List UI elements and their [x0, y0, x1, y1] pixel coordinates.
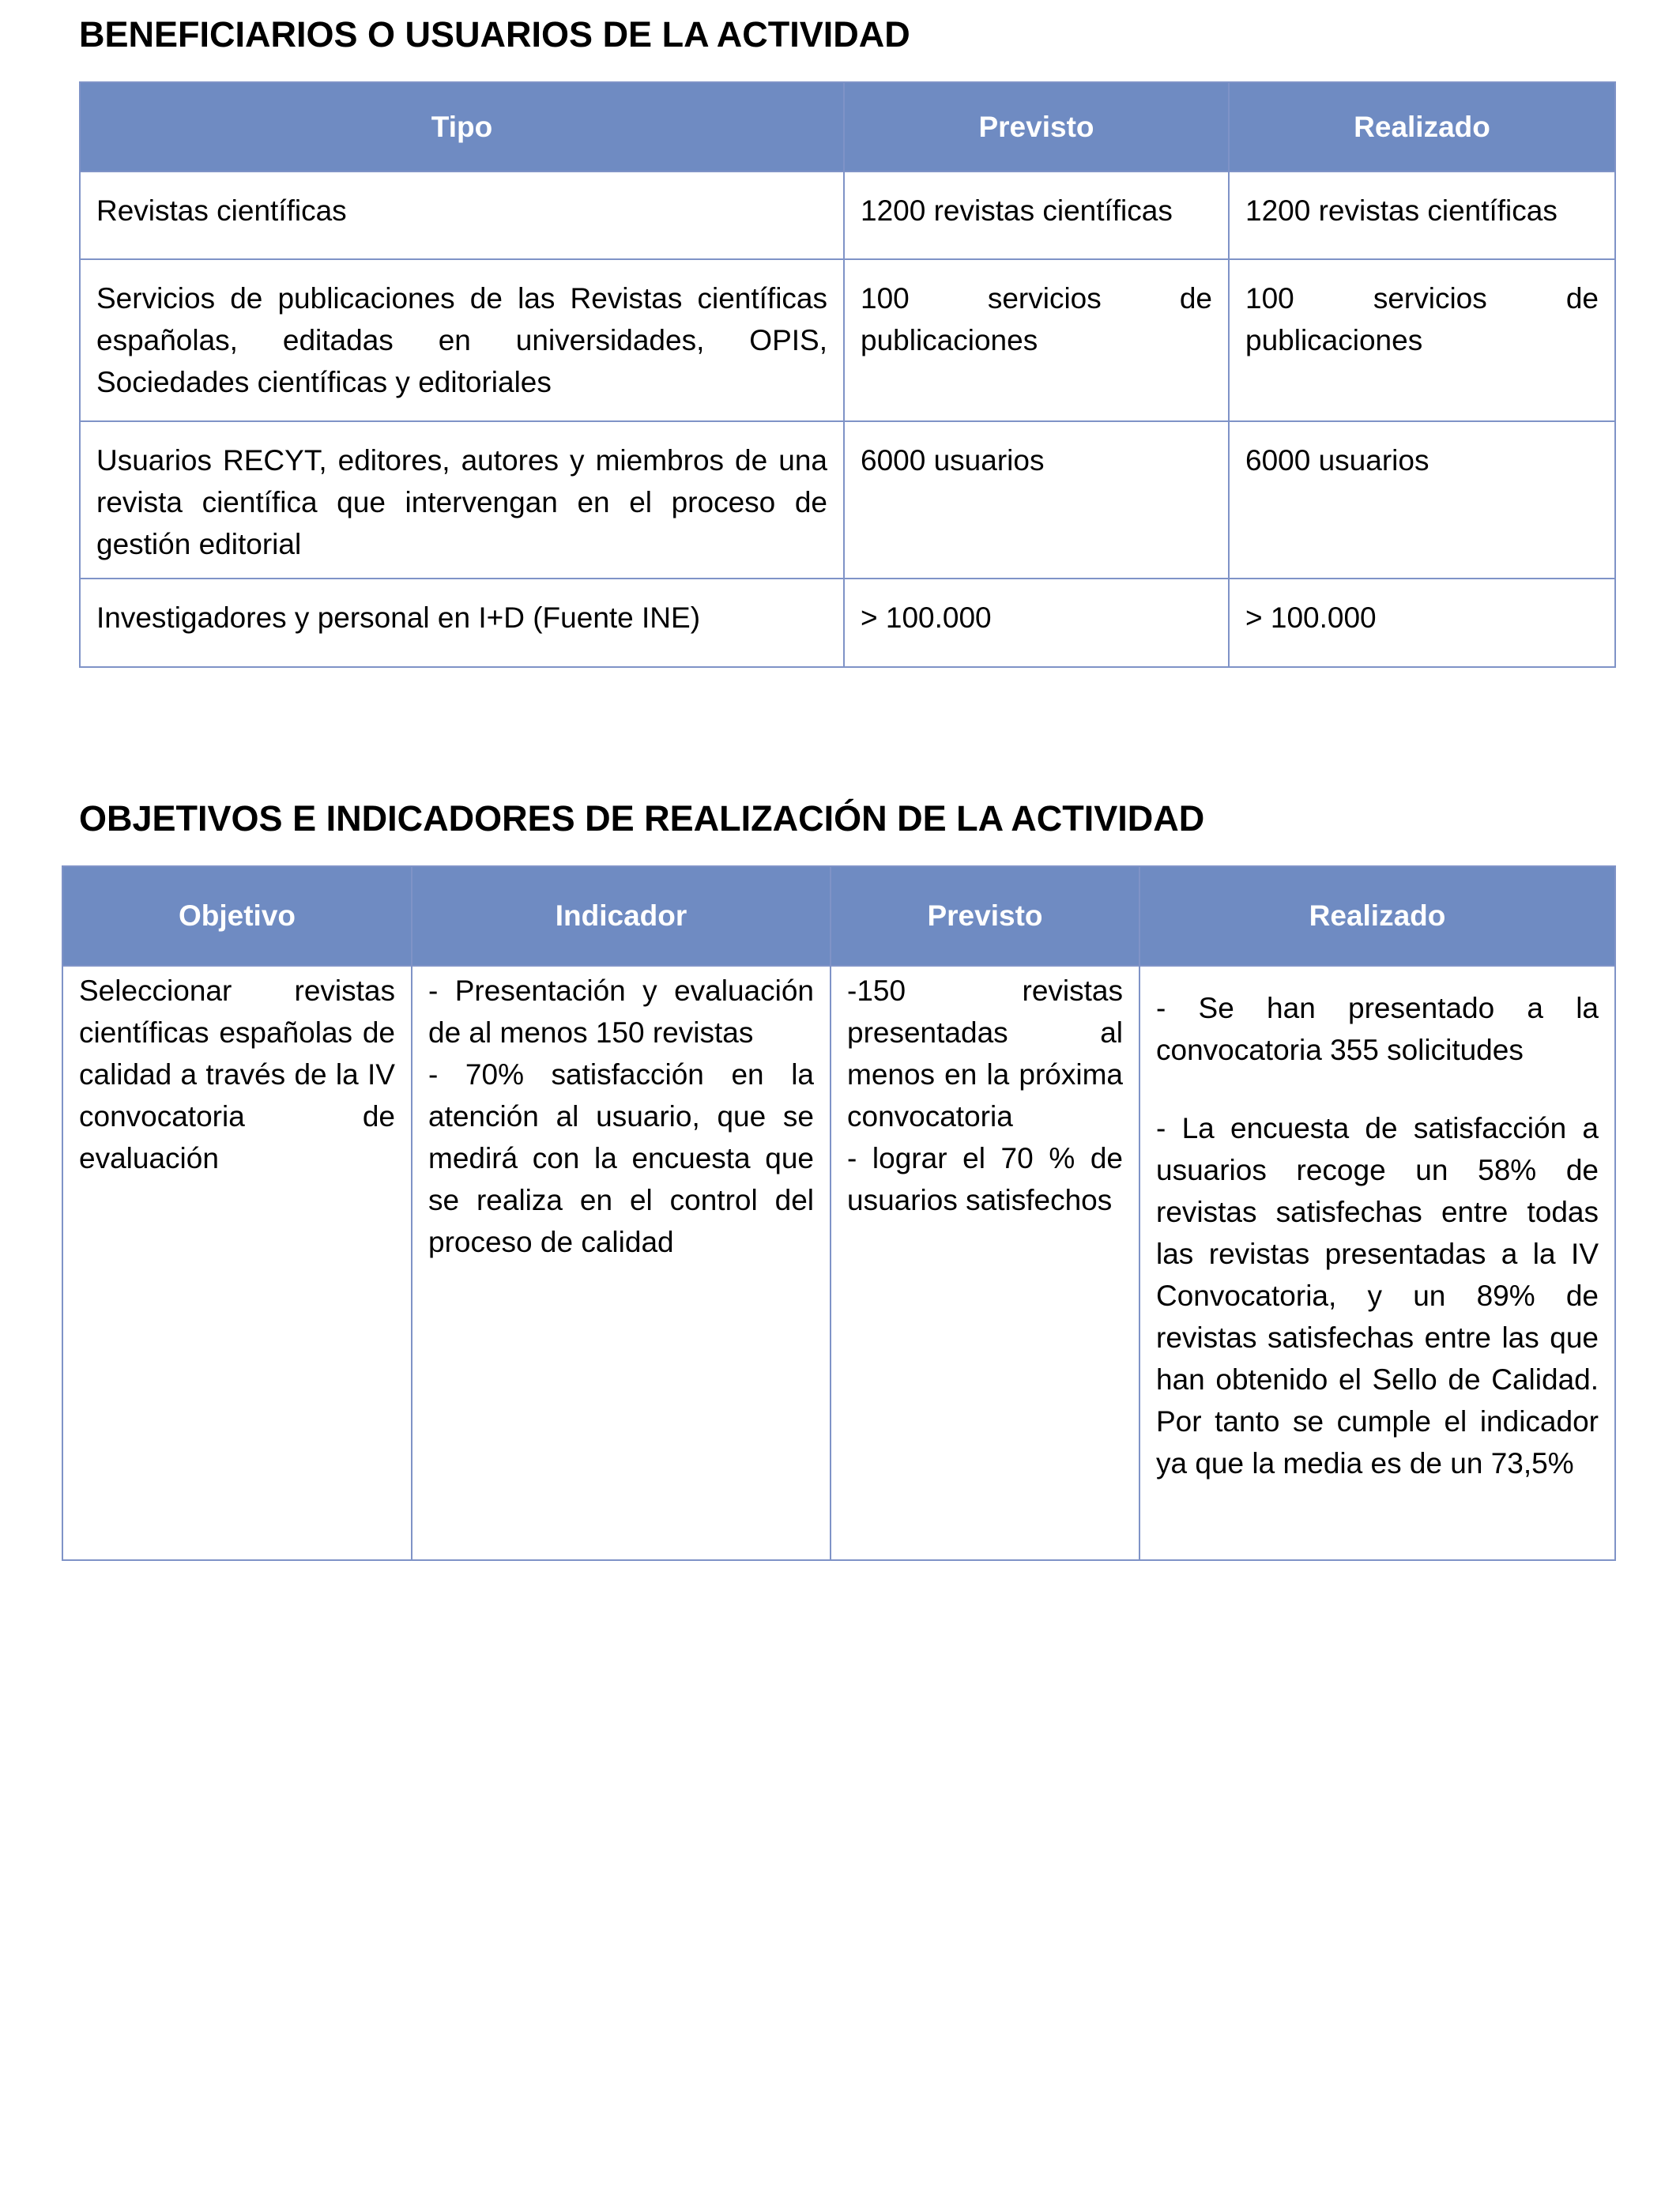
cell-previsto: -150 revistas presentadas al menos en la próxima convocatoria - lograr el 70 % de usuarios satisfechos	[831, 966, 1139, 1560]
section-title-objetivos: OBJETIVOS E INDICADORES DE REALIZACIÓN DE LA ACTIVIDAD	[79, 798, 1205, 839]
cell-tipo: Servicios de publicaciones de las Revistas científicas españolas, editadas en universidades, OPIS, Sociedades científicas y editoriales	[80, 259, 844, 421]
cell-realizado: 100 servicios de publicaciones	[1229, 259, 1615, 421]
header-previsto: Previsto	[844, 82, 1229, 172]
cell-realizado: > 100.000	[1229, 579, 1615, 667]
table-header-row	[62, 866, 1615, 966]
cell-realizado	[1139, 966, 1615, 1560]
header-objetivo: Objetivo	[62, 866, 412, 966]
cell-tipo: Revistas científicas	[80, 172, 844, 259]
cell-previsto: 6000 usuarios	[844, 421, 1229, 579]
cell-objetivo: Seleccionar revistas científicas españolas de calidad a través de la IV convocatoria de evaluación	[62, 966, 412, 1560]
objetivos-table	[62, 865, 1616, 1561]
header-realizado: Realizado	[1229, 82, 1615, 172]
table-row	[62, 966, 1615, 1560]
cell-realizado: 1200 revistas científicas	[1229, 172, 1615, 259]
realizado-paragraph-2: - La encuesta de satisfacción a usuarios recoge un 58% de revistas satisfechas entre todas las revistas presentadas a la IV Convocatoria, y un 89% de revistas satisfechas entre las que han obtenido el Sello de Calidad. Por tanto se cumple el indicador ya que la media es de un 73,5%	[1156, 1112, 1599, 1480]
table-row	[80, 421, 1615, 579]
cell-indicador: - Presentación y evaluación de al menos 150 revistas - 70% satisfacción en la atención al usuario, que se medirá con la encuesta que se realiza en el control del proceso de calidad	[412, 966, 831, 1560]
table-row	[80, 259, 1615, 421]
header-indicador: Indicador	[412, 866, 831, 966]
realizado-paragraph-1: - Se han presentado a la convocatoria 355 solicitudes	[1156, 992, 1599, 1066]
cell-previsto: > 100.000	[844, 579, 1229, 667]
header-realizado: Realizado	[1139, 866, 1615, 966]
cell-previsto: 100 servicios de publicaciones	[844, 259, 1229, 421]
cell-previsto: 1200 revistas científicas	[844, 172, 1229, 259]
header-previsto: Previsto	[831, 866, 1139, 966]
table-header-row	[80, 82, 1615, 172]
paragraph-spacer	[1156, 1071, 1599, 1107]
section-title-beneficiarios: BENEFICIARIOS O USUARIOS DE LA ACTIVIDAD	[79, 14, 910, 55]
beneficiarios-table	[79, 81, 1616, 668]
cell-realizado: 6000 usuarios	[1229, 421, 1615, 579]
cell-tipo: Investigadores y personal en I+D (Fuente INE)	[80, 579, 844, 667]
cell-tipo: Usuarios RECYT, editores, autores y miembros de una revista científica que intervengan en el proceso de gestión editorial	[80, 421, 844, 579]
table-row	[80, 579, 1615, 667]
table-row	[80, 172, 1615, 259]
header-tipo: Tipo	[80, 82, 844, 172]
